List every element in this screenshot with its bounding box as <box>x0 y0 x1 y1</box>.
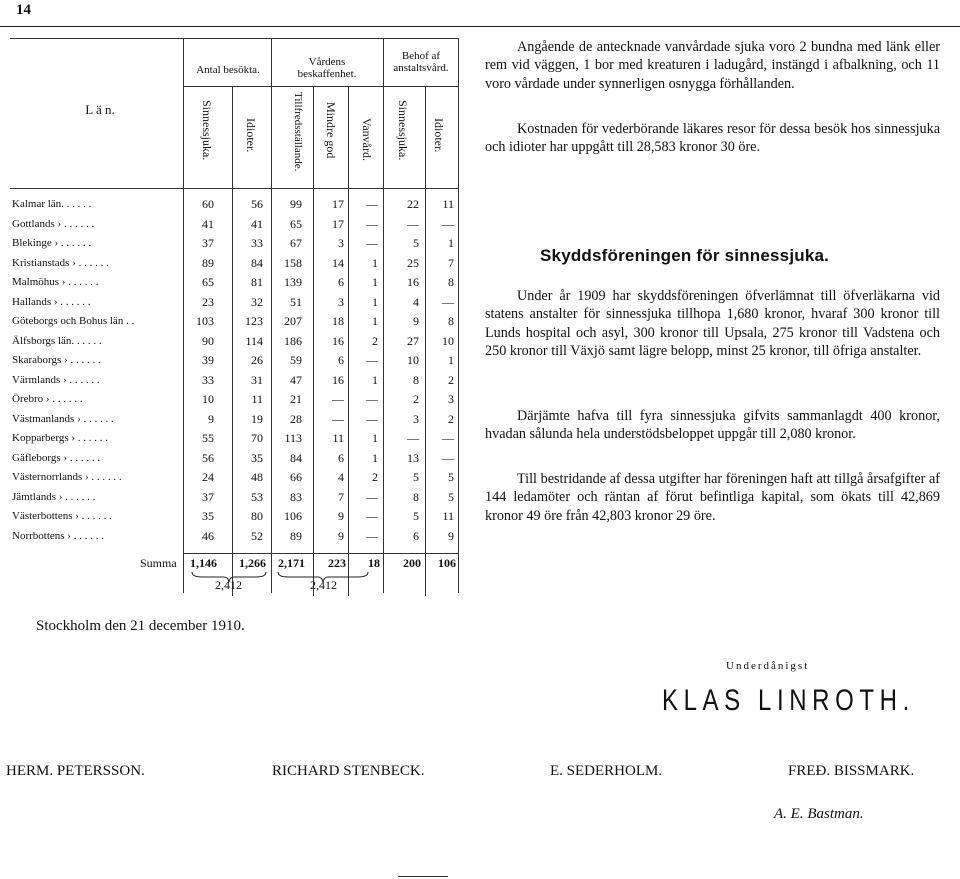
table-cell: 84 <box>290 450 302 465</box>
table-group-rule <box>183 86 458 87</box>
header-vardens-beskaffenhet: Vårdens beskaffenhet. <box>297 56 357 80</box>
summa-cell: 18 <box>368 556 380 570</box>
table-cell: 6 <box>338 450 344 465</box>
table-cell: 9 <box>208 411 214 426</box>
table-cell: 5 <box>448 489 454 504</box>
table-cell: 18 <box>332 314 344 328</box>
header-sinnessjuka-1: Sinnessjuka. <box>200 100 214 161</box>
table-cell: 35 <box>202 509 214 523</box>
table-cell: 106 <box>284 509 302 523</box>
secretary: A. E. Bastman. <box>774 806 864 822</box>
table-cell: 14 <box>332 255 344 270</box>
table-cell: 70 <box>251 431 263 445</box>
table-row-label: Västernorrlands › . . . . . . <box>12 471 122 483</box>
table-col-divider <box>348 86 349 596</box>
summa-cell: 2,171 <box>278 556 305 570</box>
table-cell: 60 <box>202 197 214 211</box>
table-cell: 186 <box>284 333 302 348</box>
table-row-label: Hallands › . . . . . . <box>12 295 91 308</box>
paragraph-kostnad: Kostnaden för vederbörande läkares resor för dessa besök hos sinnessjuka och idioter har uppgått till 28,583 kronor 30 öre. <box>485 121 940 156</box>
table-row-label: Göteborgs och Bohus län . . <box>12 315 135 327</box>
table-cell: 32 <box>251 294 263 309</box>
table-cell: — <box>366 528 378 543</box>
table-row-label: Västerbottens › . . . . . . <box>12 510 112 522</box>
brace-total-1: 2,412 <box>215 578 242 592</box>
table-cell: 6 <box>338 353 344 367</box>
table-cell: 8 <box>448 314 454 328</box>
table-cell: 53 <box>251 489 263 504</box>
table-cell: 5 <box>448 470 454 484</box>
table-cell: 41 <box>202 216 214 231</box>
table-cell: 2 <box>413 392 419 406</box>
signer-4: FREÐ. BISSMARK. <box>788 763 915 779</box>
signer-1: HERM. PETERSSON. <box>6 763 145 779</box>
summa-cell: 1,146 <box>190 556 217 570</box>
table-row-label: Kristianstads › . . . . . . <box>12 256 109 269</box>
table-cell: 6 <box>338 275 344 289</box>
page-number: 14 <box>16 2 31 18</box>
table-cell: 5 <box>413 470 419 484</box>
table-cell: 26 <box>251 353 263 367</box>
table-cell: 81 <box>251 275 263 289</box>
table-cell: 27 <box>407 333 419 348</box>
table-cell: 65 <box>202 275 214 289</box>
table-cell: 33 <box>251 236 263 250</box>
table-cell: 123 <box>245 314 263 328</box>
table-cell: 66 <box>290 470 302 484</box>
summa-cell: 1,266 <box>239 556 266 570</box>
table-cell: 10 <box>407 353 419 367</box>
table-cell: 31 <box>251 372 263 387</box>
table-cell: — <box>366 197 378 211</box>
table-cell: 21 <box>290 392 302 406</box>
table-cell: 5 <box>413 236 419 250</box>
table-row-label: Kalmar län. . . . . . <box>12 198 92 210</box>
table-cell: — <box>442 450 454 465</box>
table-cell: 113 <box>284 431 302 445</box>
table-cell: 48 <box>251 470 263 484</box>
table-cell: — <box>407 216 419 231</box>
table-cell: 90 <box>202 333 214 348</box>
table-cell: 37 <box>202 236 214 250</box>
table-cell: 33 <box>202 372 214 387</box>
table-cell: 1 <box>372 255 378 270</box>
paragraph-under-ar: Under år 1909 har skyddsföreningen öfverlämnat till öfverläkarna vid statens anstalter för sinnessjuka tillhopa 1,680 kronor, hvaraf 300 kronor till Lunds hospital och asyl, 300 kronor till Upsala, 275 kronor till Vadstena och 250 kronor till Växjö samt lägre belopp, minst 25 kronor, till öfriga anstalter. <box>485 288 940 360</box>
table-cell: — <box>366 216 378 231</box>
table-cell: — <box>442 294 454 309</box>
table-cell: 3 <box>413 411 419 426</box>
table-cell: 9 <box>413 314 419 328</box>
table-cell: 1 <box>372 450 378 465</box>
table-cell: 99 <box>290 197 302 211</box>
table-cell: 84 <box>251 255 263 270</box>
table-cell: — <box>442 431 454 445</box>
table-cell: 11 <box>332 431 344 445</box>
table-cell: — <box>366 509 378 523</box>
paragraph-till-bestridande: Till bestridande af dessa utgifter har föreningen haft att tillgå årsafgifter af 144 ledamöter och räntan af förut befintliga kapital, som ökats till 42,869 kronor 49 öre från 42,803 kronor 29 öre. <box>485 471 940 524</box>
table-row-label: Blekinge › . . . . . . <box>12 237 92 249</box>
table-cell: — <box>366 236 378 250</box>
table-cell: 114 <box>245 333 263 348</box>
table-col-divider <box>458 38 459 593</box>
signer-3: E. SEDERHOLM. <box>550 763 663 779</box>
table-row-label: Norrbottens › . . . . . . <box>12 529 104 542</box>
header-lan: L ä n. <box>85 102 115 117</box>
table-cell: 37 <box>202 489 214 504</box>
table-row-label: Jämtlands › . . . . . . <box>12 490 96 503</box>
table-cell: 7 <box>448 255 454 270</box>
table-cell: 46 <box>202 528 214 543</box>
table-cell: 19 <box>251 411 263 426</box>
table-cell: 103 <box>196 314 214 328</box>
table-cell: 2 <box>448 411 454 426</box>
table-cell: 9 <box>338 528 344 543</box>
table-top-rule <box>10 38 458 39</box>
table-cell: 1 <box>448 236 454 250</box>
table-col-divider <box>383 38 384 593</box>
table-row-label: Kopparbergs › . . . . . . <box>12 432 109 444</box>
table-cell: 8 <box>448 275 454 289</box>
brace-total-2: 2,412 <box>310 578 337 592</box>
table-cell: 1 <box>372 294 378 309</box>
table-cell: 80 <box>251 509 263 523</box>
table-cell: 23 <box>202 294 214 309</box>
header-antal-besokta: Antal besökta. <box>196 64 260 76</box>
summa-cell: 106 <box>438 556 456 570</box>
table-cell: 207 <box>284 314 302 328</box>
table-cell: 47 <box>290 372 302 387</box>
table-cell: — <box>407 431 419 445</box>
table-cell: 11 <box>442 197 454 211</box>
table-cell: — <box>366 489 378 504</box>
table-cell: 7 <box>338 489 344 504</box>
table-cell: 158 <box>284 255 302 270</box>
table-cell: — <box>366 353 378 367</box>
table-cell: — <box>332 411 344 426</box>
bottom-mark <box>398 876 448 877</box>
table-cell: 1 <box>372 275 378 289</box>
table-cell: 17 <box>332 197 344 211</box>
table-cell: 89 <box>290 528 302 543</box>
table-col-divider <box>425 86 426 596</box>
summa-label: Summa <box>140 556 177 570</box>
table-cell: 65 <box>290 216 302 231</box>
table-cell: 5 <box>413 509 419 523</box>
table-cell: 3 <box>338 294 344 309</box>
signer-2: RICHARD STENBECK. <box>272 763 425 779</box>
table-cell: 4 <box>413 294 419 309</box>
table-cell: 10 <box>202 392 214 406</box>
table-row-label: Älfsborgs län. . . . . . <box>12 334 102 347</box>
top-rule <box>0 26 960 27</box>
summa-cell: 200 <box>403 556 421 570</box>
table-cell: 1 <box>448 353 454 367</box>
header-mindre-god: Mindre god <box>324 102 338 159</box>
table-cell: 35 <box>251 450 263 465</box>
table-cell: 16 <box>332 333 344 348</box>
header-sinnessjuka-2: Sinnessjuka. <box>396 100 410 161</box>
summa-cell: 223 <box>328 556 346 570</box>
table-cell: 83 <box>290 489 302 504</box>
table-row-label: Skaraborgs › . . . . . . <box>12 354 101 366</box>
table-sum-rule <box>183 553 458 554</box>
header-idioter-1: Idioter. <box>244 118 258 153</box>
table-cell: 67 <box>290 236 302 250</box>
table-cell: 59 <box>290 353 302 367</box>
table-row-label: Malmöhus › . . . . . . <box>12 276 99 288</box>
table-cell: 55 <box>202 431 214 445</box>
table-row-label: Gäfleborgs › . . . . . . <box>12 451 101 464</box>
table-cell: 8 <box>413 372 419 387</box>
table-row-label: Värmlands › . . . . . . <box>12 373 100 386</box>
table-cell: — <box>366 392 378 406</box>
table-cell: 39 <box>202 353 214 367</box>
table-cell: 24 <box>202 470 214 484</box>
table-cell: 139 <box>284 275 302 289</box>
table-cell: 8 <box>413 489 419 504</box>
table-cell: 3 <box>448 392 454 406</box>
table-cell: 9 <box>338 509 344 523</box>
table-cell: 11 <box>251 392 263 406</box>
paragraph-vanvard: Angående de antecknade vanvårdade sjuka voro 2 bundna med länk eller rem vid väggen, 1 bor med kreaturen i ladugård, instängd i afbalkning, och 11 voro vårdade under synnerligen osnygga förhållanden. <box>485 39 940 92</box>
table-cell: 1 <box>372 314 378 328</box>
table-cell: 22 <box>407 197 419 211</box>
table-cell: 1 <box>372 372 378 387</box>
table-row-label: Gottlands › . . . . . . <box>12 217 95 230</box>
table-cell: 2 <box>372 333 378 348</box>
table-cell: 4 <box>338 470 344 484</box>
table-cell: 41 <box>251 216 263 231</box>
table-cell: 2 <box>448 372 454 387</box>
header-behof-anstaltsvard: Behof af anstaltsvård. <box>393 50 449 74</box>
header-tillfredsstallande: Tillfredsställande. <box>292 92 304 172</box>
table-cell: 3 <box>338 236 344 250</box>
table-row-label: Örebro › . . . . . . <box>12 393 83 405</box>
paragraph-darjamte: Därjämte hafva till fyra sinnessjuka gifvits sammanlagdt 400 kronor, hvadan sålunda hela understödsbeloppet uppgår till 2,080 kronor. <box>485 408 940 443</box>
table-cell: 25 <box>407 255 419 270</box>
table-cell: 6 <box>413 528 419 543</box>
table-col-divider <box>313 86 314 596</box>
header-idioter-2: Idioter. <box>432 118 446 153</box>
place-date: Stockholm den 21 december 1910. <box>36 618 245 634</box>
table-cell: 52 <box>251 528 263 543</box>
table-cell: 17 <box>332 216 344 231</box>
underdanigst: Underdånigst <box>726 660 810 672</box>
header-vanvard: Vanvård. <box>360 118 374 161</box>
table-col-divider <box>183 38 184 593</box>
table-row-label: Västmanlands › . . . . . . <box>12 412 114 425</box>
table-cell: 51 <box>290 294 302 309</box>
table-col-divider <box>232 86 233 596</box>
table-cell: — <box>332 392 344 406</box>
table-cell: — <box>442 216 454 231</box>
table-cell: 1 <box>372 431 378 445</box>
main-signer: KLAS LINROTH. <box>662 684 915 717</box>
table-header-rule <box>10 188 458 189</box>
table-cell: 13 <box>407 450 419 465</box>
section-heading: Skyddsföreningen för sinnessjuka. <box>540 246 830 265</box>
table-cell: 56 <box>202 450 214 465</box>
table-cell: 10 <box>442 333 454 348</box>
table-cell: 56 <box>251 197 263 211</box>
table-col-divider <box>271 38 272 593</box>
table-cell: 28 <box>290 411 302 426</box>
table-cell: 2 <box>372 470 378 484</box>
table-cell: 16 <box>407 275 419 289</box>
table-cell: — <box>366 411 378 426</box>
table-cell: 11 <box>442 509 454 523</box>
table-cell: 16 <box>332 372 344 387</box>
table-cell: 89 <box>202 255 214 270</box>
table-cell: 9 <box>448 528 454 543</box>
